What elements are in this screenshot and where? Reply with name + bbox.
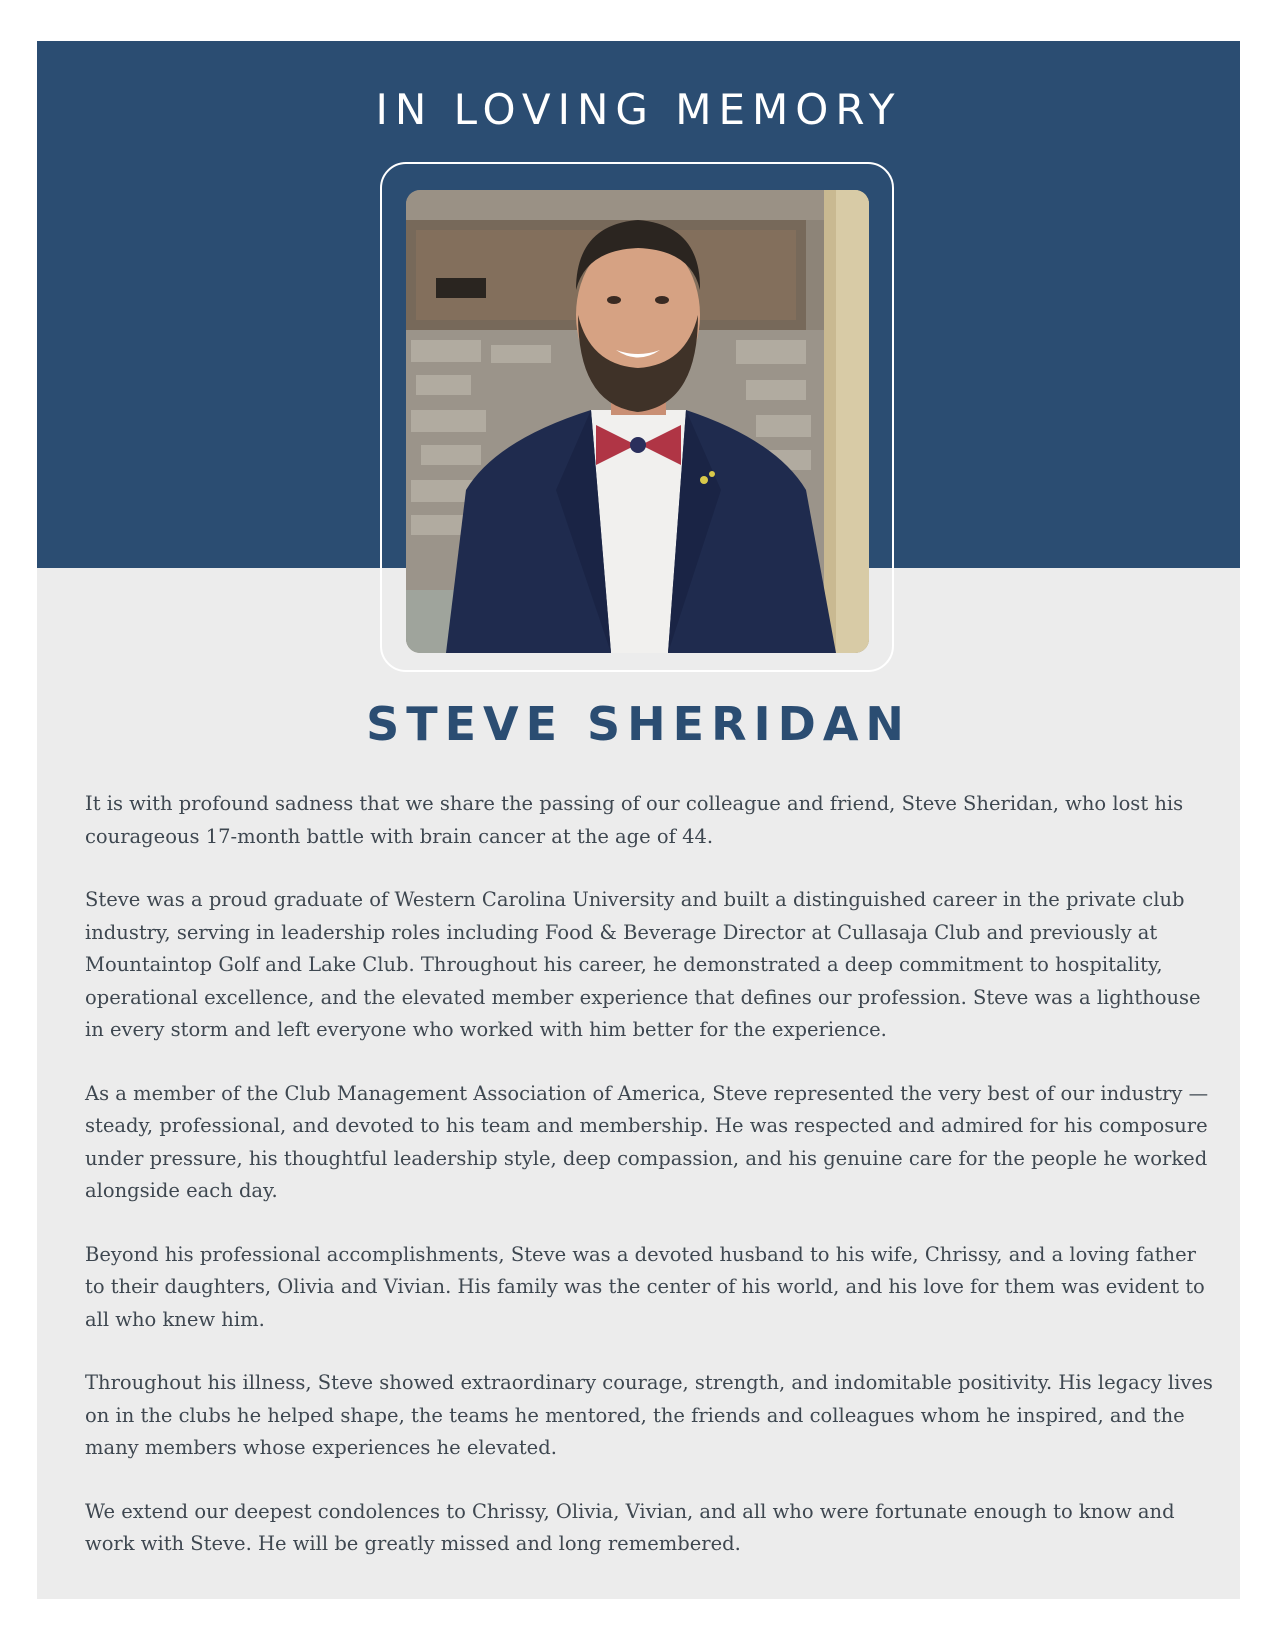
person-name: STEVE SHERIDAN: [366, 697, 911, 751]
memorial-heading: IN LOVING MEMORY: [375, 85, 902, 134]
obituary-text: [85, 788, 1215, 1592]
memorial-card: [37, 41, 1240, 1599]
paragraph: Throughout his illness, Steve showed extraordinary courage, strength, and indomitable positivity. His legacy lives on in the clubs he helped shape, the teams he mentored, the friends and colleagues whom he inspired, and the many members whose experiences he elevated.: [85, 1371, 1213, 1459]
paragraph: Steve was a proud graduate of Western Carolina University and built a distinguished career in the private club industry, serving in leadership roles including Food & Beverage Director at Cullasaja Club and previously at Mountaintop Golf and Lake Club. Throughout his career, he demonstrated a deep commitment to hospitality, operational excellence, and the elevated member experience that defines our profession. Steve was a lighthouse in every storm and left everyone who worked with him better for the experience.: [85, 888, 1201, 1041]
portrait-photo: [406, 190, 869, 653]
paragraph: It is with profound sadness that we share the passing of our colleague and friend, Steve Sheridan, who lost his courageous 17-month battle with brain cancer at the age of 44.: [85, 792, 1184, 848]
paragraph: Beyond his professional accomplishments, Steve was a devoted husband to his wife, Chrissy, and a loving father to their daughters, Olivia and Vivian. His family was the center of his world, and his love for them was evident to all who knew him.: [85, 1242, 1205, 1331]
paragraph: We extend our deepest condolences to Chrissy, Olivia, Vivian, and all who were fortunate enough to know and work with Steve. He will be greatly missed and long remembered.: [85, 1499, 1175, 1555]
paragraph: As a member of the Club Management Association of America, Steve represented the very best of our industry — steady, professional, and devoted to his team and membership. He was respected and admired for his composure under pressure, his thoughtful leadership style, deep compassion, and his genuine care for the people he worked alongside each day.: [85, 1081, 1209, 1202]
